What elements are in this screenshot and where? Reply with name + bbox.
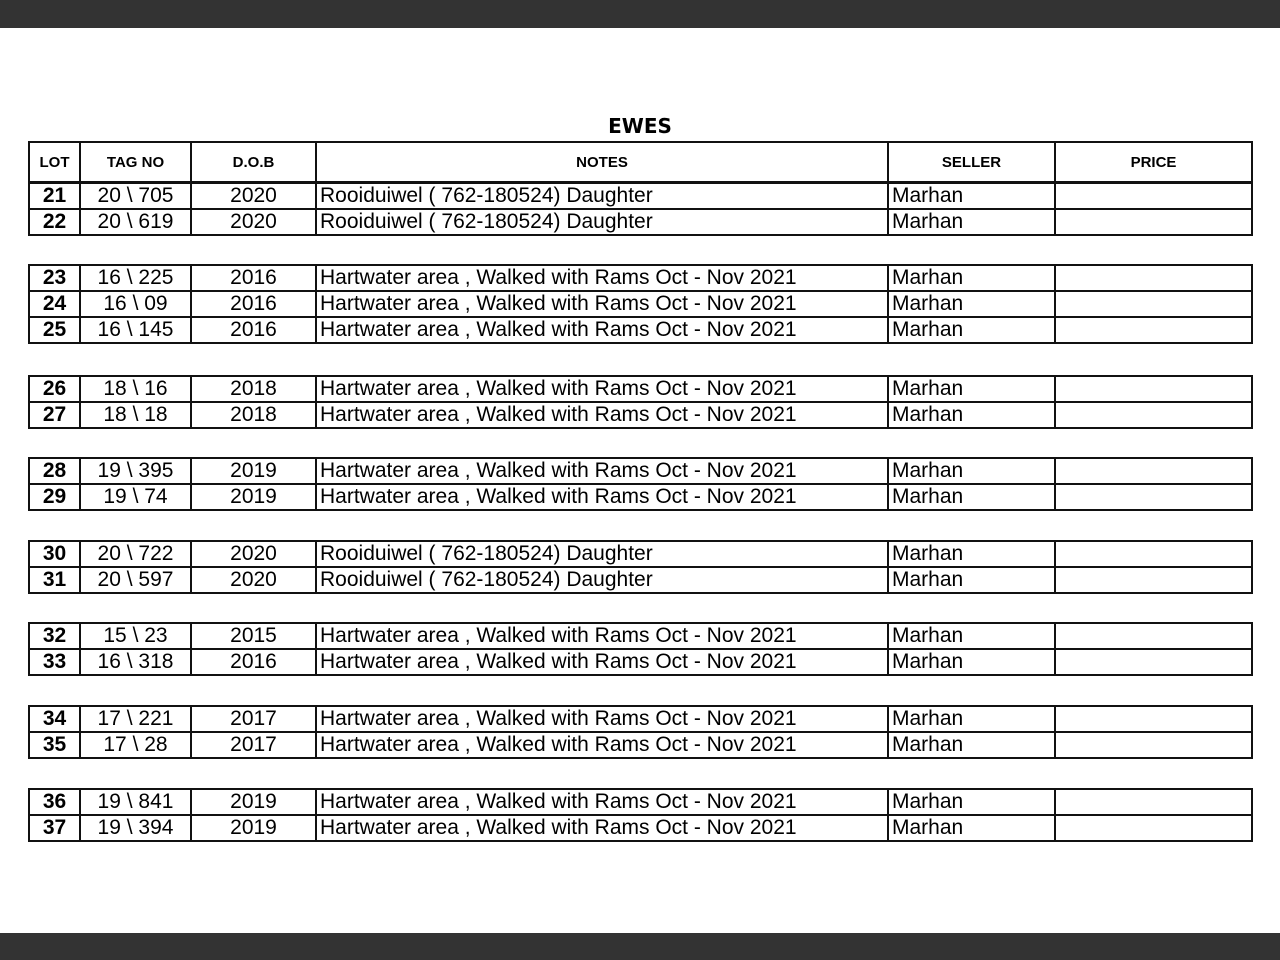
dob-cell: 2019 <box>191 484 316 510</box>
lot-cell: 36 <box>29 789 80 815</box>
table-row <box>29 649 1252 675</box>
lot-cell: 21 <box>29 183 80 209</box>
dob-cell: 2019 <box>191 789 316 815</box>
dob-cell: 2015 <box>191 623 316 649</box>
table-row <box>29 732 1252 758</box>
table-row <box>29 484 1252 510</box>
header-tag-no: TAG NO <box>80 142 191 182</box>
price-cell <box>1055 317 1252 343</box>
table-row <box>29 209 1252 235</box>
seller-cell: Marhan <box>888 567 1055 593</box>
notes-cell: Hartwater area , Walked with Rams Oct - Nov 2021 <box>316 732 888 758</box>
dob-cell: 2016 <box>191 265 316 291</box>
price-cell <box>1055 815 1252 841</box>
seller-cell: Marhan <box>888 789 1055 815</box>
price-cell <box>1055 183 1252 209</box>
tag-no-cell: 19 \ 395 <box>80 458 191 484</box>
price-cell <box>1055 376 1252 402</box>
price-cell <box>1055 541 1252 567</box>
seller-cell: Marhan <box>888 291 1055 317</box>
seller-cell: Marhan <box>888 623 1055 649</box>
seller-cell: Marhan <box>888 815 1055 841</box>
dob-cell: 2020 <box>191 209 316 235</box>
price-cell <box>1055 265 1252 291</box>
seller-cell: Marhan <box>888 183 1055 209</box>
table-row <box>29 541 1252 567</box>
header-dob: D.O.B <box>191 142 316 182</box>
table-row <box>29 265 1252 291</box>
dob-cell: 2016 <box>191 291 316 317</box>
price-cell <box>1055 458 1252 484</box>
notes-cell: Hartwater area , Walked with Rams Oct - Nov 2021 <box>316 815 888 841</box>
tag-no-cell: 19 \ 394 <box>80 815 191 841</box>
lot-cell: 34 <box>29 706 80 732</box>
tag-no-cell: 17 \ 28 <box>80 732 191 758</box>
tag-no-cell: 20 \ 597 <box>80 567 191 593</box>
header-seller: SELLER <box>888 142 1055 182</box>
seller-cell: Marhan <box>888 402 1055 428</box>
top-bar <box>0 0 1280 28</box>
notes-cell: Hartwater area , Walked with Rams Oct - Nov 2021 <box>316 291 888 317</box>
seller-cell: Marhan <box>888 265 1055 291</box>
header-row <box>29 142 1252 182</box>
lot-group-table <box>28 182 1251 236</box>
tag-no-cell: 18 \ 16 <box>80 376 191 402</box>
lot-cell: 30 <box>29 541 80 567</box>
notes-cell: Rooiduiwel ( 762-180524) Daughter <box>316 541 888 567</box>
lot-cell: 25 <box>29 317 80 343</box>
table-row <box>29 183 1252 209</box>
seller-cell: Marhan <box>888 541 1055 567</box>
seller-cell: Marhan <box>888 706 1055 732</box>
notes-cell: Hartwater area , Walked with Rams Oct - Nov 2021 <box>316 317 888 343</box>
notes-cell: Hartwater area , Walked with Rams Oct - Nov 2021 <box>316 706 888 732</box>
price-cell <box>1055 567 1252 593</box>
dob-cell: 2020 <box>191 541 316 567</box>
lot-cell: 24 <box>29 291 80 317</box>
lot-group-table <box>28 264 1251 344</box>
seller-cell: Marhan <box>888 376 1055 402</box>
table-row <box>29 567 1252 593</box>
lot-group-table <box>28 375 1251 429</box>
table-row <box>29 376 1252 402</box>
header-lot: LOT <box>29 142 80 182</box>
lot-group-table <box>28 788 1251 842</box>
notes-cell: Hartwater area , Walked with Rams Oct - Nov 2021 <box>316 789 888 815</box>
dob-cell: 2020 <box>191 183 316 209</box>
price-cell <box>1055 649 1252 675</box>
seller-cell: Marhan <box>888 649 1055 675</box>
lot-cell: 23 <box>29 265 80 291</box>
notes-cell: Hartwater area , Walked with Rams Oct - Nov 2021 <box>316 376 888 402</box>
tag-no-cell: 16 \ 318 <box>80 649 191 675</box>
price-cell <box>1055 789 1252 815</box>
notes-cell: Rooiduiwel ( 762-180524) Daughter <box>316 209 888 235</box>
page-title: EWES <box>608 114 672 138</box>
price-cell <box>1055 484 1252 510</box>
table-row <box>29 291 1252 317</box>
tag-no-cell: 20 \ 619 <box>80 209 191 235</box>
price-cell <box>1055 291 1252 317</box>
seller-cell: Marhan <box>888 732 1055 758</box>
seller-cell: Marhan <box>888 458 1055 484</box>
lot-group-table <box>28 457 1251 511</box>
tag-no-cell: 20 \ 722 <box>80 541 191 567</box>
lot-cell: 29 <box>29 484 80 510</box>
table-row <box>29 402 1252 428</box>
price-cell <box>1055 706 1252 732</box>
seller-cell: Marhan <box>888 484 1055 510</box>
lot-cell: 26 <box>29 376 80 402</box>
dob-cell: 2018 <box>191 402 316 428</box>
notes-cell: Hartwater area , Walked with Rams Oct - Nov 2021 <box>316 649 888 675</box>
bottom-bar <box>0 933 1280 960</box>
table-row <box>29 815 1252 841</box>
notes-cell: Rooiduiwel ( 762-180524) Daughter <box>316 567 888 593</box>
notes-cell: Hartwater area , Walked with Rams Oct - Nov 2021 <box>316 265 888 291</box>
price-cell <box>1055 623 1252 649</box>
lot-cell: 27 <box>29 402 80 428</box>
table-row <box>29 317 1252 343</box>
tag-no-cell: 18 \ 18 <box>80 402 191 428</box>
lot-cell: 31 <box>29 567 80 593</box>
dob-cell: 2016 <box>191 649 316 675</box>
seller-cell: Marhan <box>888 317 1055 343</box>
lot-cell: 33 <box>29 649 80 675</box>
tag-no-cell: 19 \ 841 <box>80 789 191 815</box>
tag-no-cell: 16 \ 225 <box>80 265 191 291</box>
price-cell <box>1055 209 1252 235</box>
tag-no-cell: 16 \ 145 <box>80 317 191 343</box>
dob-cell: 2020 <box>191 567 316 593</box>
table-row <box>29 623 1252 649</box>
table-row <box>29 458 1252 484</box>
notes-cell: Hartwater area , Walked with Rams Oct - Nov 2021 <box>316 458 888 484</box>
tag-no-cell: 19 \ 74 <box>80 484 191 510</box>
lot-group-table <box>28 622 1251 676</box>
header-price: PRICE <box>1055 142 1252 182</box>
notes-cell: Hartwater area , Walked with Rams Oct - Nov 2021 <box>316 402 888 428</box>
table-row <box>29 789 1252 815</box>
dob-cell: 2017 <box>191 706 316 732</box>
notes-cell: Hartwater area , Walked with Rams Oct - Nov 2021 <box>316 484 888 510</box>
dob-cell: 2019 <box>191 815 316 841</box>
lot-cell: 22 <box>29 209 80 235</box>
header-notes: NOTES <box>316 142 888 182</box>
tag-no-cell: 16 \ 09 <box>80 291 191 317</box>
table-row <box>29 706 1252 732</box>
price-cell <box>1055 402 1252 428</box>
price-cell <box>1055 732 1252 758</box>
lot-cell: 32 <box>29 623 80 649</box>
lot-group-table <box>28 540 1251 594</box>
dob-cell: 2017 <box>191 732 316 758</box>
notes-cell: Hartwater area , Walked with Rams Oct - Nov 2021 <box>316 623 888 649</box>
lot-cell: 37 <box>29 815 80 841</box>
notes-cell: Rooiduiwel ( 762-180524) Daughter <box>316 183 888 209</box>
lot-cell: 35 <box>29 732 80 758</box>
seller-cell: Marhan <box>888 209 1055 235</box>
dob-cell: 2016 <box>191 317 316 343</box>
tag-no-cell: 20 \ 705 <box>80 183 191 209</box>
dob-cell: 2019 <box>191 458 316 484</box>
lot-cell: 28 <box>29 458 80 484</box>
header-table <box>28 141 1251 183</box>
lot-group-table <box>28 705 1251 759</box>
tag-no-cell: 15 \ 23 <box>80 623 191 649</box>
tag-no-cell: 17 \ 221 <box>80 706 191 732</box>
dob-cell: 2018 <box>191 376 316 402</box>
